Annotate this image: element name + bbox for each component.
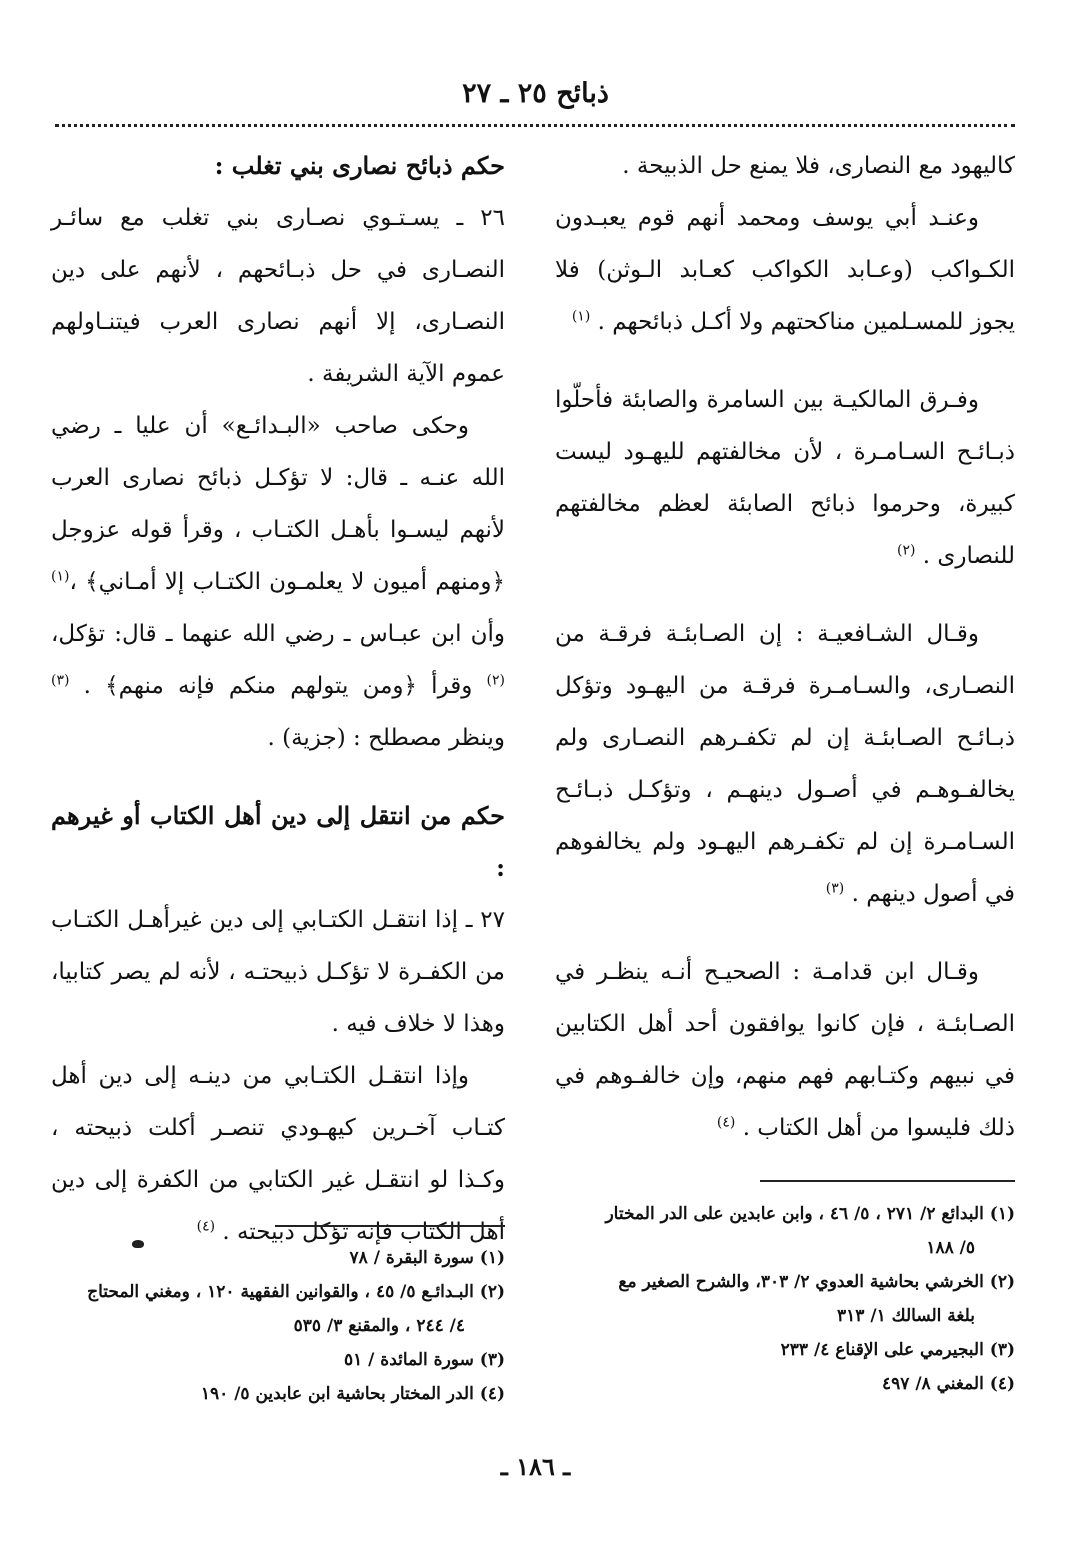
paragraph: وقـال ابن قدامـة : الصحيـح أنـه ينظـر في الصـابئـة ، فإن كانوا يوافقون أحد أهل الكتابين في نبيهم وكتـابهم فهم منهم، وإن خالفـوهم في ذلك فليسوا من أهل الكتاب . $^{(٤)}$	[555, 959, 1015, 1141]
footnote-rule	[275, 1225, 505, 1227]
paragraph: ٢٧ ـ إذا انتقـل الكتـابي إلى دين غيرأهـل الكتـاب من الكفـرة لا تؤكـل ذبيحتـه ، لأنه لم يصر كتابيا، وهذا لا خلاف فيه .	[51, 907, 505, 1037]
footnote-ref: (٣)	[51, 672, 70, 689]
footnote: (٤) الدر المختار بحاشية ابن عابدين ٥/ ١٩٠	[200, 1384, 505, 1404]
footnote: (٣) البجيرمي على الإقناع ٤/ ٢٣٣	[780, 1340, 1015, 1360]
paragraph: كاليهود مع النصارى، فلا يمنع حل الذبيحة .	[622, 153, 1015, 179]
footnote: (٢) البـدائـع ٥/ ٤٥ ، والقوانين الفقهية ١٢٠ ، ومغني المحتاج	[87, 1282, 505, 1302]
left-footnotes	[35, 1241, 505, 1411]
paragraph: وإذا انتقـل الكتـابي من دينـه إلى دين أهل كتـاب آخـرين كيهـودي تنصـر أكلت ذبيحته ، وكـذا لو انتقـل غير الكتابي من الكفرة إلى دين أهل الكتاب فإنه تؤكل ذبيحته . $^{(٤)}$	[51, 1063, 505, 1245]
footnote-rule	[760, 1180, 1015, 1182]
footnote: (١) البدائع ٢/ ٢٧١ ، ٥/ ٤٦ ، وابن عابدين على الدر المختار	[605, 1204, 1015, 1224]
footnote-ref: (٣)	[825, 880, 845, 897]
section-heading: حكم ذبائح نصارى بني تغلب :	[214, 151, 505, 180]
right-footnotes	[555, 1197, 1015, 1401]
paragraph: وحكى صاحب «البـدائـع» أن عليا ـ رضي الله عنـه ـ قال: لا تؤكـل ذبائح نصارى العرب لأنهم ليسـوا بأهـل الكتـاب ، وقرأ قوله عزوجل ﴿ومنهم أميون لا يعلمـون الكتـاب إلا أمـاني﴾ ،$^{(١)}$ وأن ابن عبـاس ـ رضي الله عنهما ـ قال: تؤكل،$^{(٢)}$ وقرأ ﴿ومن يتولهم منكم فإنه منهم﴾ . $^{(٣)}$ وينظر مصطلح : (جزية) .	[51, 413, 505, 751]
footnote-ref: (٢)	[486, 672, 505, 689]
paragraph: وفـرق المالكيـة بين السامرة والصابئة فأحلّوا ذبـائـح السـامـرة ، لأن مخالفتهم لليهـود ليست كبيرة، وحرموا ذبائح الصابئة لعظم مخالفتهم للنصارى . $^{(٢)}$	[555, 387, 1015, 569]
section-heading: حكم من انتقل إلى دين أهل الكتاب أو غيرهم :	[51, 801, 505, 882]
footnote: (٣) سورة المائدة / ٥١	[343, 1350, 505, 1370]
paragraph: ٢٦ ـ يسـتـوي نصـارى بني تغلب مع سائـر النصـارى في حل ذبـائحهم ، لأنهم على دين النصـارى، إلا أنهم نصارى العرب فيتنـاولهم عموم الآية الشريفة .	[51, 205, 505, 387]
right-column	[555, 140, 1015, 1154]
footnote-ref: (١)	[51, 568, 70, 585]
header-dotted-rule	[55, 124, 1015, 127]
footnote-continuation: بلغة السالك ١/ ٣١٣	[837, 1306, 975, 1326]
footnote-ref: (٤)	[716, 1114, 736, 1131]
left-column	[51, 140, 505, 1258]
footnote-ref: (١)	[571, 308, 591, 325]
footnote-ref: (٤)	[196, 1218, 216, 1235]
footnote: (٤) المغني ٨/ ٤٩٧	[882, 1374, 1015, 1394]
page-header: ذبائح ٢٥ ـ ٢٧	[462, 78, 609, 109]
footnote: (٢) الخرشي بحاشية العدوي ٢/ ٣٠٣، والشرح الصغير مع	[618, 1272, 1015, 1292]
page-number: ـ ١٨٦ ـ	[500, 1452, 571, 1481]
paragraph: وقـال الشـافعيـة : إن الصـابئـة فرقـة من النصـارى، والسـامـرة فرقـة من اليهـود وتؤكل ذبـائـح الصـابئـة إن لم تكفـرهم النصـارى ولم يخالفـوهـم في أصـول دينهـم ، وتؤكـل ذبـائـح السـامـرة إن لم تكفـرهم اليهـود ولم يخالفوهم في أصول دينهم . $^{(٣)}$	[555, 621, 1015, 907]
footnote: (١) سورة البقرة / ٧٨	[349, 1248, 505, 1268]
footnote-continuation: ٤/ ٢٤٤ ، والمقنع ٣/ ٥٣٥	[293, 1316, 465, 1336]
footnote-ref: (٢)	[896, 542, 916, 559]
paragraph: وعنـد أبي يوسف ومحمد أنهم قوم يعبـدون الكـواكب (وعـابد الكواكب كعـابد الـوثن) فلا يجوز للمسـلمين مناكحتهم ولا أكـل ذبائحهم . $^{(١)}$	[555, 205, 1015, 335]
footnote-continuation: ٥/ ١٨٨	[926, 1238, 975, 1258]
